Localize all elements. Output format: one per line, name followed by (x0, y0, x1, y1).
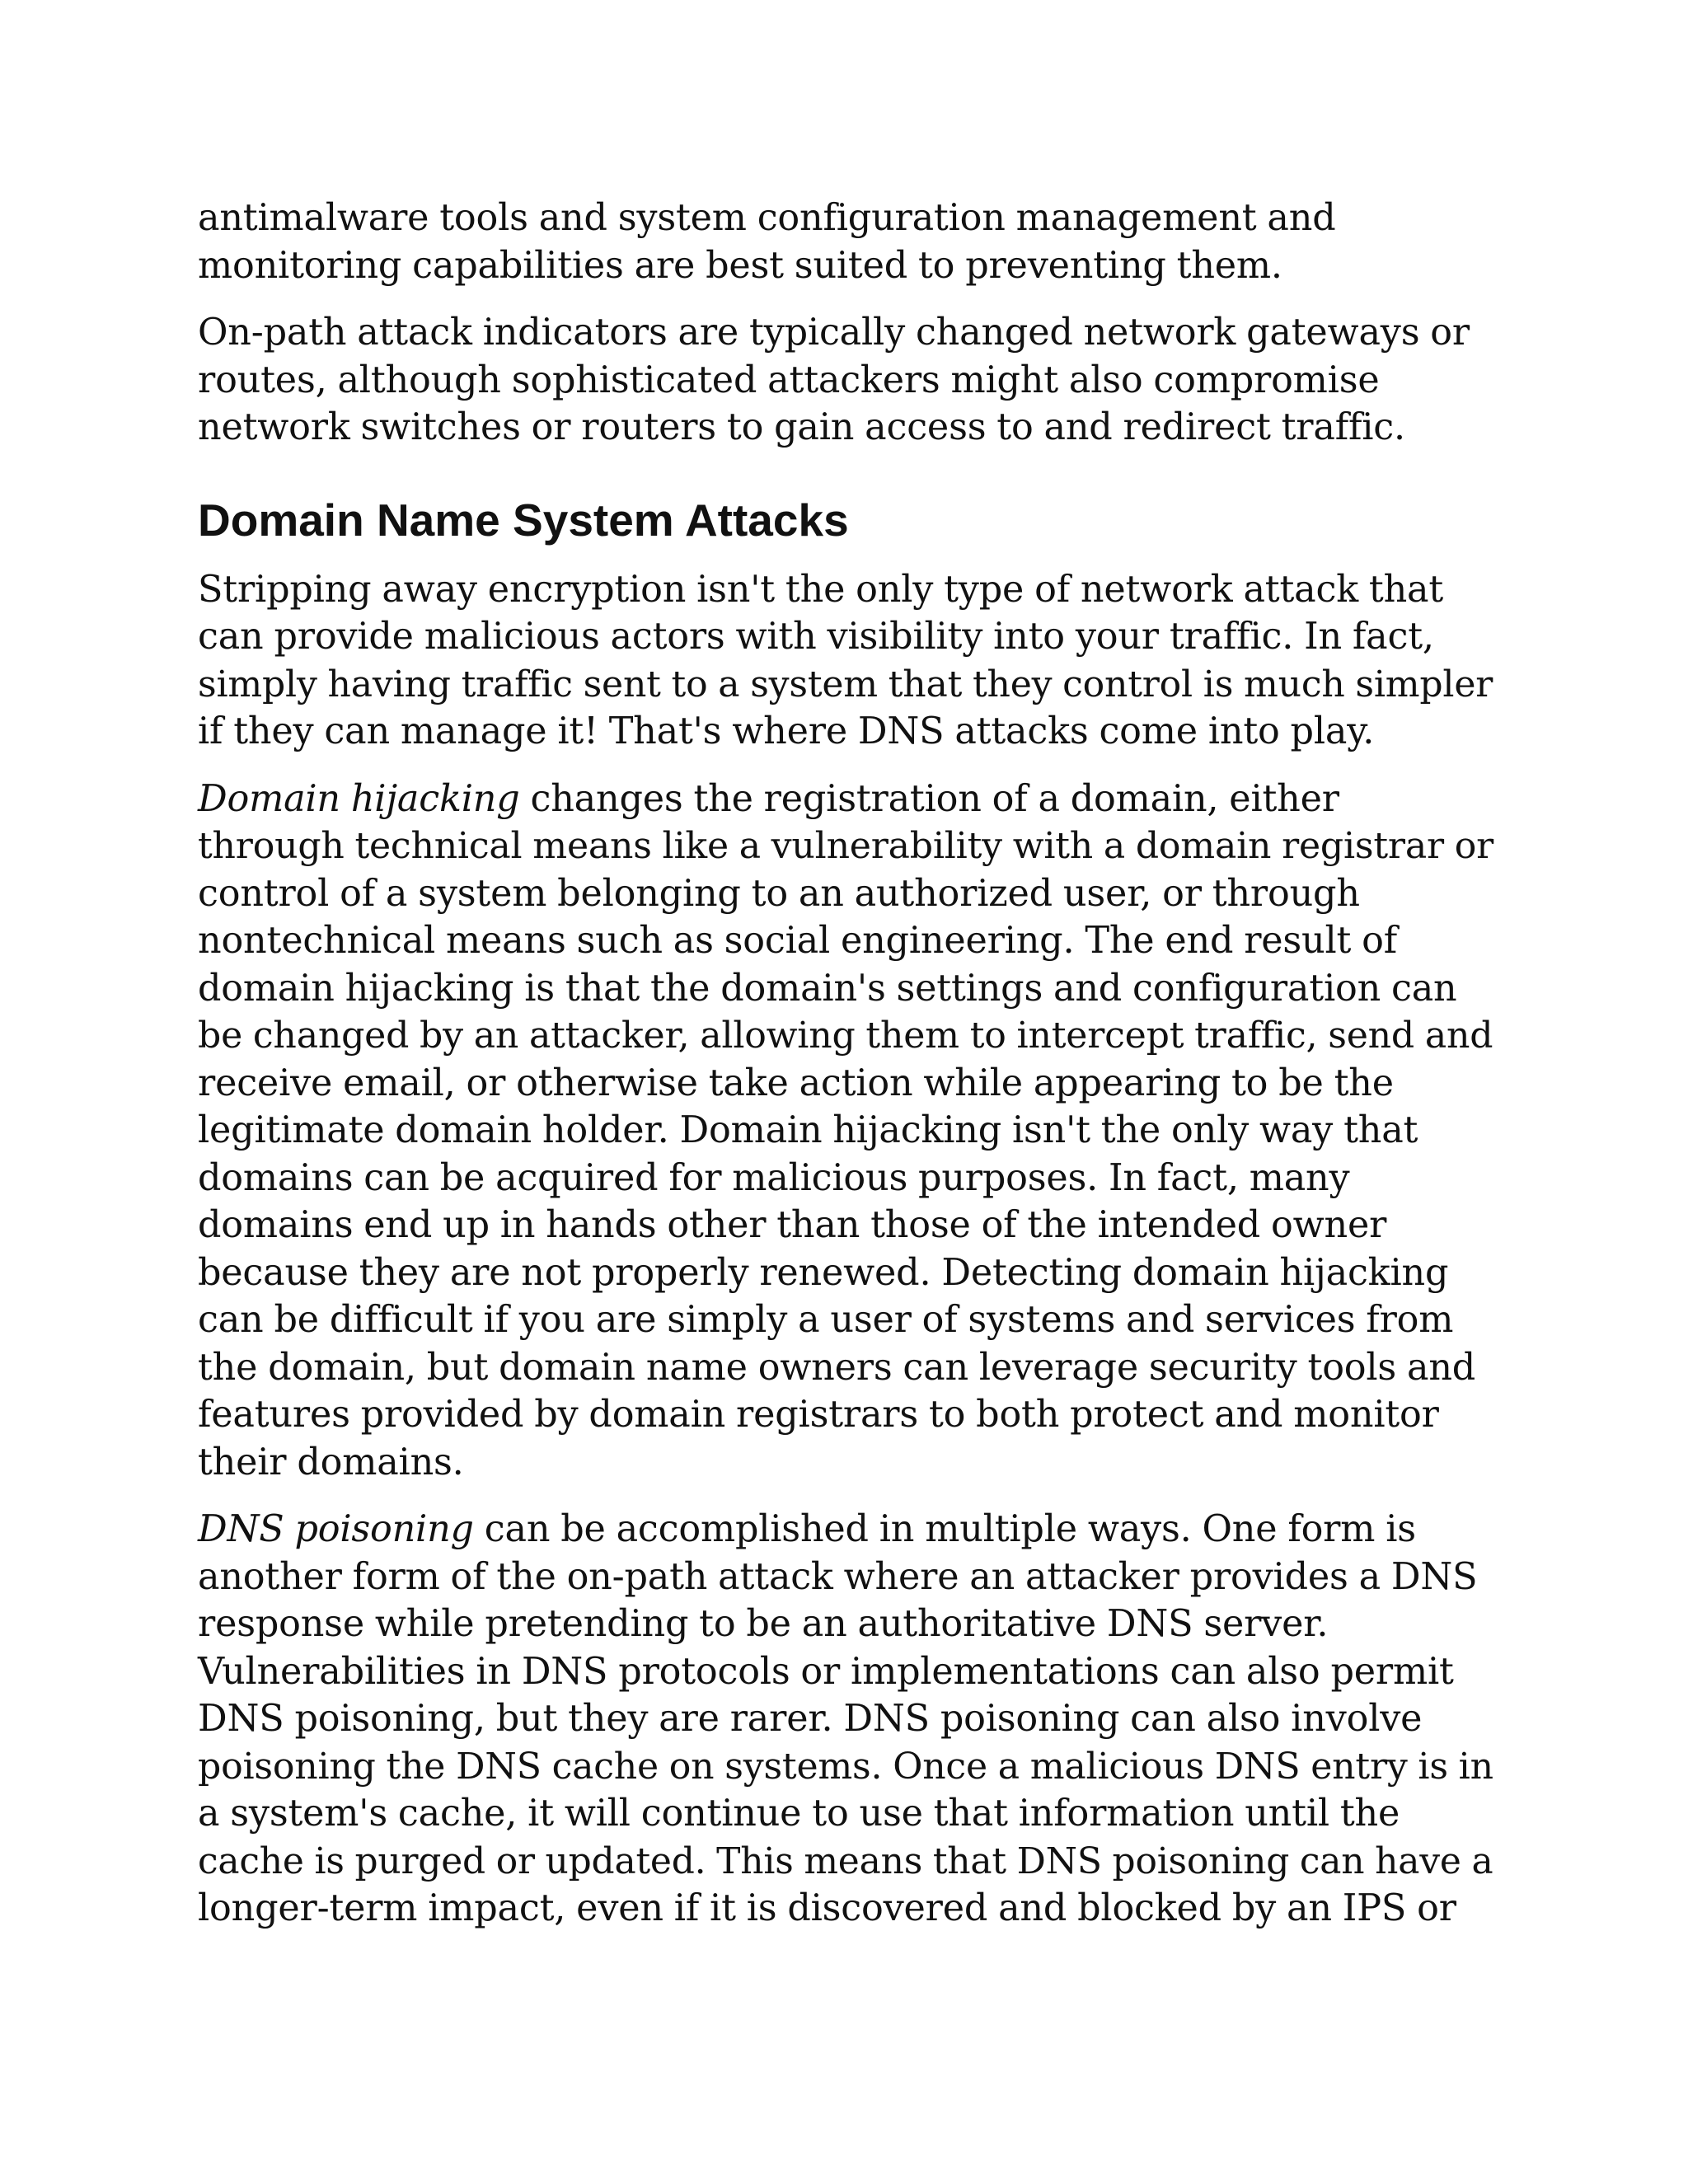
text-line: their domains. (198, 1441, 464, 1483)
intro-paragraph (198, 194, 1500, 289)
text-line: domains end up in hands other than those of the intended owner (198, 1204, 1387, 1246)
text-line: nontechnical means such as social engineering. The end result of (198, 920, 1398, 962)
dns-intro-paragraph (198, 566, 1500, 756)
text-line: cache is purged or updated. This means that DNS poisoning can have a (198, 1840, 1493, 1882)
text-line: control of a system belonging to an authorized user, or through (198, 872, 1360, 915)
text-line (198, 776, 1500, 823)
text-line: routes, although sophisticated attackers might also compromise (198, 359, 1380, 401)
text-line: antimalware tools and system configuration management and (198, 197, 1336, 239)
text-fragment: can be accomplished in multiple ways. One form is (473, 1508, 1416, 1550)
text-line: because they are not properly renewed. Detecting domain hijacking (198, 1251, 1449, 1294)
text-line: domain hijacking is that the domain's settings and configuration can (198, 967, 1457, 1010)
text-line: Vulnerabilities in DNS protocols or implementations can also permit (198, 1650, 1454, 1693)
text-line: longer-term impact, even if it is discovered and blocked by an IPS or (198, 1887, 1456, 1929)
section-heading: Domain Name System Attacks (198, 494, 849, 546)
text-line: response while pretending to be an authoritative DNS server. (198, 1603, 1329, 1645)
text-line: a system's cache, it will continue to use that information until the (198, 1793, 1400, 1835)
text-line: features provided by domain registrars to both protect and monitor (198, 1394, 1439, 1436)
text-line: Stripping away encryption isn't the only type of network attack that (198, 568, 1444, 611)
text-line: network switches or routers to gain access to and redirect traffic. (198, 406, 1405, 448)
text-line: legitimate domain holder. Domain hijacking isn't the only way that (198, 1109, 1418, 1151)
text-line: can provide malicious actors with visibility into your traffic. In fact, (198, 616, 1434, 658)
onpath-paragraph (198, 309, 1500, 452)
text-line: through technical means like a vulnerability with a domain registrar or (198, 825, 1493, 867)
domain-hijacking-term: Domain hijacking (198, 777, 520, 820)
text-line: poisoning the DNS cache on systems. Once a malicious DNS entry is in (198, 1745, 1493, 1788)
text-line: can be difficult if you are simply a user of systems and services from (198, 1299, 1454, 1341)
text-line: simply having traffic sent to a system that they control is much simpler (198, 663, 1493, 705)
text-line: the domain, but domain name owners can leverage security tools and (198, 1346, 1476, 1389)
document-page (198, 194, 1500, 1952)
text-line: if they can manage it! That's where DNS attacks come into play. (198, 710, 1375, 752)
domain-hijacking-paragraph (198, 776, 1500, 1487)
text-line (198, 1506, 1500, 1554)
text-line: receive email, or otherwise take action while appearing to be the (198, 1062, 1394, 1104)
text-line: another form of the on-path attack where an attacker provides a DNS (198, 1555, 1478, 1598)
text-line: monitoring capabilities are best suited to preventing them. (198, 244, 1282, 287)
text-line: domains can be acquired for malicious purposes. In fact, many (198, 1156, 1350, 1199)
dns-poisoning-term: DNS poisoning (198, 1508, 474, 1550)
text-line: be changed by an attacker, allowing them to intercept traffic, send and (198, 1015, 1493, 1057)
dns-poisoning-paragraph (198, 1506, 1500, 1933)
text-line: DNS poisoning, but they are rarer. DNS poisoning can also involve (198, 1698, 1423, 1740)
text-line: On-path attack indicators are typically changed network gateways or (198, 312, 1470, 354)
text-fragment: changes the registration of a domain, either (519, 777, 1339, 820)
